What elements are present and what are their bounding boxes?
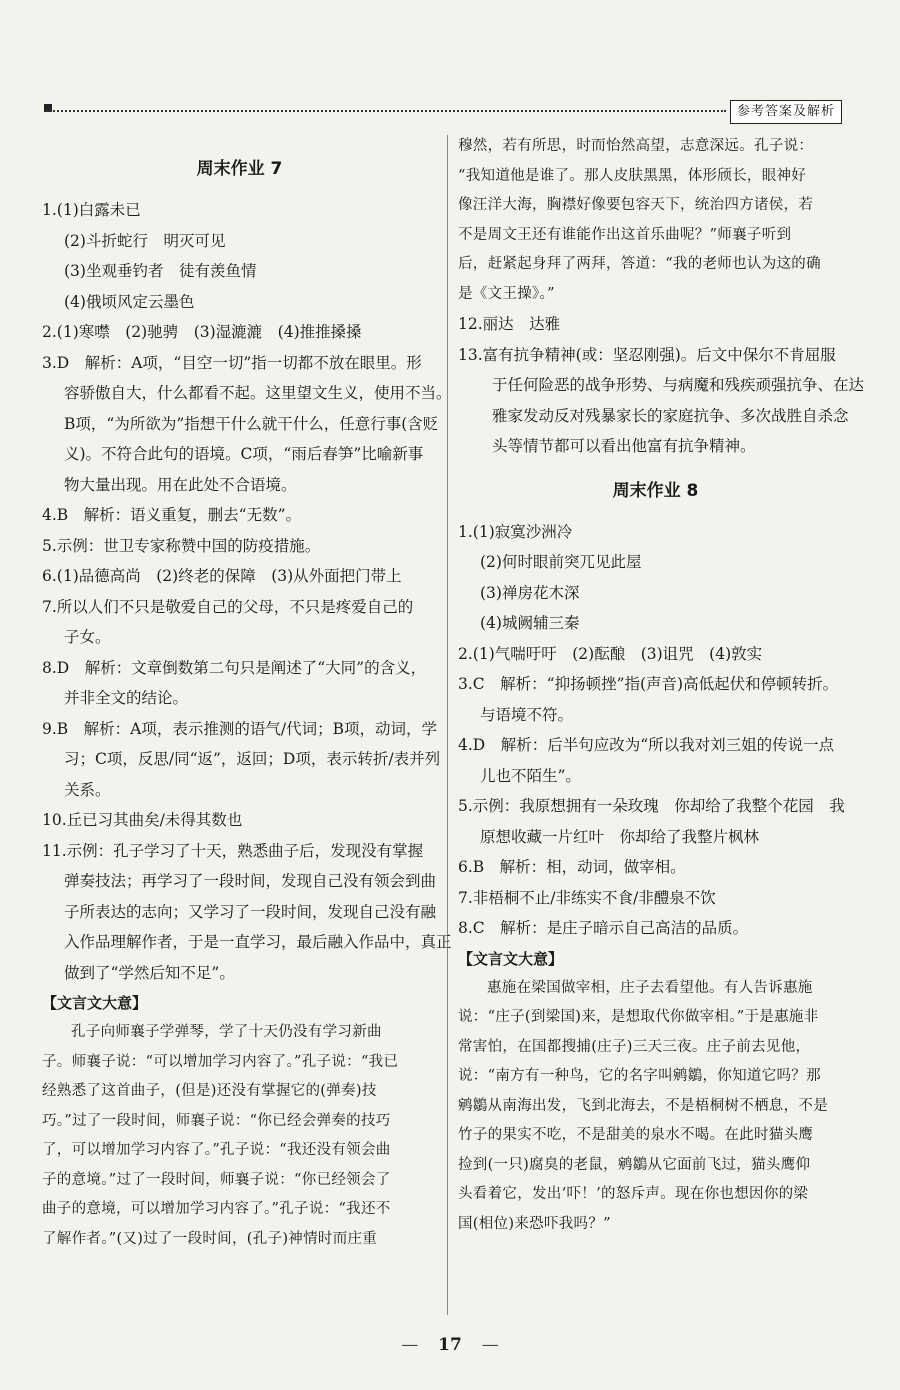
text-line: 3.D 解析：A项，“目空一切”指一切都不放在眼里。形 [42,353,422,372]
text-line: 说：“庄子(到梁国)来，是想取代你做宰相。”于是惠施非 [458,1009,819,1025]
right-column [458,132,865,1239]
header-section-tag: 参考答案及解析 [730,100,842,124]
text-line: 是《文王操》。” [458,285,555,302]
text-line: 竹子的果实不吃，不是甜美的泉水不喝。在此时猫头鹰 [458,1127,814,1143]
text-line: 巧。”过了一段时间，师襄子说：“你已经会弹奏的技巧 [42,1112,391,1129]
text-line: 关系。 [64,780,111,799]
text-line: 入作品理解作者，于是一直学习，最后融入作品中，真正 [64,933,452,951]
text-line: 弹奏技法；再学习了一段时间，发现自己没有领会到曲 [64,872,437,890]
text-line: 原想收藏一片红叶 你却给了我整片枫林 [480,827,760,846]
text-line: 9.B 解析：A项，表示推测的语气/代词；B项，动词，学 [42,719,437,738]
text-line: 10.丘已习其曲矣/未得其数也 [42,811,243,829]
text-line: 8.C 解析：是庄子暗示自己高洁的品质。 [458,919,749,937]
text-line: (4)城阙辅三秦 [480,614,580,632]
text-line: 头看着它，发出‘吓！’的怒斥声。现在你也想因你的梁 [458,1186,809,1202]
section-title-8: 周末作业 8 [612,480,699,501]
text-line: 捡到(一只)腐臭的老鼠，鹓鶵从它面前飞过，猫头鹰仰 [458,1156,811,1173]
text-line: 经熟悉了这首曲子，(但是)还没有掌握它的(弹奏)技 [42,1083,377,1099]
text-line: 13.富有抗争精神(或：坚忍刚强)。后文中保尔不肯屈服 [458,345,836,364]
text-line: 物大量出现。用在此处不合语境。 [64,475,297,494]
text-line: 子的意境。”过了一段时间，师襄子说：“你已经领会了 [42,1171,391,1188]
text-line: 8.D 解析：文章倒数第二句只是阐述了“大同”的含义， [42,658,427,677]
column-divider [447,135,448,1315]
text-line: 雅家发动反对残暴家长的家庭抗争、多次战胜自杀念 [492,406,849,425]
text-line: B项，“为所欲为”指想干什么就干什么，任意行事(含贬 [64,414,439,433]
text-line: 11.示例：孔子学习了十天，熟悉曲子后，发现没有掌握 [42,841,424,860]
classical-summary-right [458,974,853,1240]
classical-summary-title-right: 【文言文大意】 [458,949,564,968]
text-line: (3)禅房花木深 [480,583,580,602]
text-line: 6.(1)品德高尚 (2)终老的保障 (3)从外面把门带上 [42,567,402,585]
text-line: (3)坐观垂钓者 徒有羡鱼情 [64,262,257,280]
text-line: 子。师襄子说：“可以增加学习内容了。”孔子说：“我已 [42,1053,399,1070]
text-line: 2.(1)寒噤 (2)驰骋 (3)湿漉漉 (4)推推搡搡 [42,323,362,341]
text-line: 后，赶紧起身拜了两拜，答道：“我的老师也认为这的确 [458,256,821,272]
right-answer-list-b [458,517,853,944]
text-line: 6.B 解析：相，动词，做宰相。 [458,858,686,876]
text-line: 子所表达的志向；又学习了一段时间，发现自己没有融 [64,902,437,921]
text-line: 不是周文王还有谁能作出这首乐曲呢？”师襄子听到 [458,226,792,243]
text-line: 像汪洋大海，胸襟好像要包容天下，统治四方诸侯，若 [458,197,814,213]
text-line: 孔子向师襄子学弹琴，学了十天仍没有学习新曲 [71,1024,382,1040]
right-answer-list-a [458,309,865,462]
text-line: “我知道他是谁了。那人皮肤黑黑，体形颀长，眼神好 [458,167,807,184]
text-line: 并非全文的结论。 [64,689,189,707]
left-column [42,140,452,1254]
text-line: 做到了“学然后知不足”。 [64,963,235,982]
text-line: 头等情节都可以看出他富有抗争精神。 [492,437,756,455]
page-number: 17 [438,1335,462,1355]
text-line: 5.示例：我原想拥有一朵玫瑰 你却给了我整个花园 我 [458,797,845,815]
text-line: 5.示例：世卫专家称赞中国的防疫措施。 [42,536,321,555]
text-line: 习；C项，反思/同“返”，返回；D项，表示转折/表并列 [64,750,441,768]
text-line: 常害怕，在国都搜捕(庄子)三天三夜。庄子前去见他， [458,1038,811,1055]
text-line: 3.C 解析：“抑扬顿挫”指(声音)高低起伏和停顿转折。 [458,675,839,693]
text-line: 曲子的意境，可以增加学习内容了。”孔子说：“我还不 [42,1201,391,1217]
text-line: 1.(1)白露未已 [42,201,141,219]
text-line: 穆然，若有所思，时而怡然高望，志意深远。孔子说： [458,138,814,154]
text-line: 4.D 解析：后半句应改为“所以我对刘三姐的传说一点 [458,736,835,754]
text-line: 与语境不符。 [480,705,574,724]
text-line: 子女。 [64,628,111,646]
text-line: 国(相位)来恐吓我吗？” [458,1215,611,1232]
text-line: 7.所以人们不只是敬爱自己的父母，不只是疼爱自己的 [42,597,414,616]
text-line: 惠施在梁国做宰相，庄子去看望他。有人告诉惠施 [487,979,813,996]
text-line: 2.(1)气喘吁吁 (2)酝酿 (3)诅咒 (4)敦实 [458,644,763,663]
page-number-footer [0,1335,900,1355]
text-line: 1.(1)寂寞沙洲冷 [458,522,573,541]
text-line: 于任何险恶的战争形势、与病魔和残疾顽强抗争、在达 [492,376,865,394]
text-line: 义)。不符合此句的语境。C项，“雨后春笋”比喻新事 [64,445,424,463]
text-line: (2)斗折蛇行 明灭可见 [64,231,226,250]
classical-summary-left [42,1018,437,1254]
text-line: 7.非梧桐不止/非练实不食/非醴泉不饮 [458,888,716,907]
text-line: 容骄傲自大，什么都看不起。这里望文生义，使用不当。 [64,384,452,402]
text-line: (4)俄顷风定云墨色 [64,292,195,311]
text-line: 了，可以增加学习内容了。”孔子说：“我还没有领会曲 [42,1142,391,1158]
text-line: 鹓鶵从南海出发，飞到北海去，不是梧桐树不栖息，不是 [458,1097,828,1114]
text-line: 4.B 解析：语义重复，删去“无数”。 [42,506,302,524]
left-answer-list [42,195,452,988]
section-title-7: 周末作业 7 [196,159,283,179]
footer-dash-right: — [481,1335,499,1355]
text-line: 儿也不陌生”。 [480,766,581,785]
text-line: (2)何时眼前突兀见此屋 [480,553,642,571]
classical-summary-title-left: 【文言文大意】 [42,994,148,1012]
text-line: 了解作者。”(又)过了一段时间，(孔子)神情时而庄重 [42,1230,378,1247]
text-line: 12.丽达 达雅 [458,315,561,333]
footer-dash-left: — [401,1335,419,1355]
text-line: 说：“南方有一种鸟，它的名字叫鹓鶵，你知道它吗？那 [458,1068,821,1084]
header-dotted-rule [46,110,726,112]
right-continued-text [458,132,853,309]
